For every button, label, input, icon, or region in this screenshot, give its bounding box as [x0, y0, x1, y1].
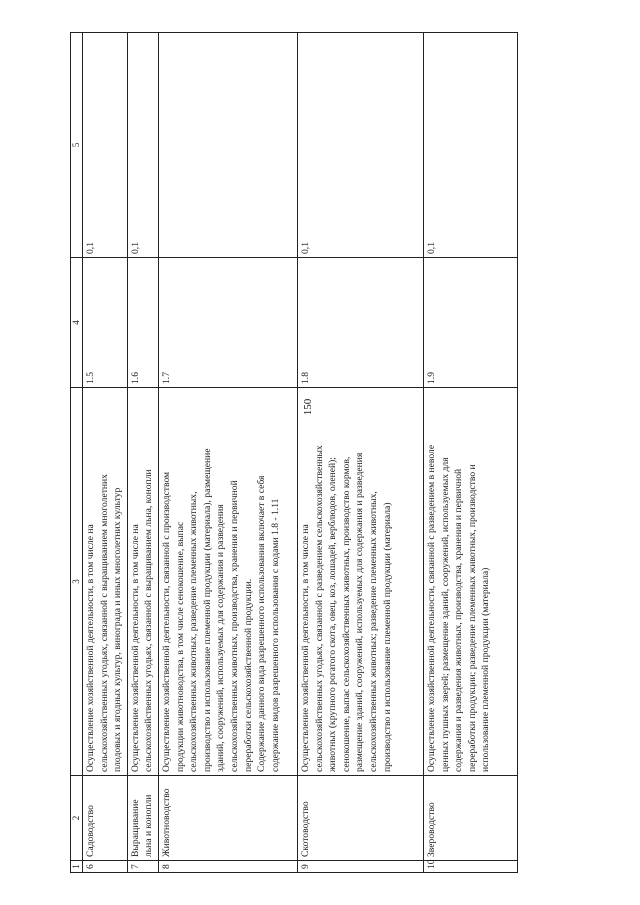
use-value: 0,1	[127, 33, 158, 258]
use-code: 1.7	[158, 258, 297, 388]
page-number: 150	[302, 398, 314, 416]
description-line: использование племенной продукции (материала)	[480, 567, 492, 772]
use-value: 0,1	[297, 33, 423, 258]
table-row	[423, 33, 517, 873]
description-line: содержание видов разрешенного использования с кодами 1.8 - 1.11	[269, 498, 281, 772]
description-line: сельскохозяйственных угодьях, связанной с выращиванием многолетних	[98, 474, 110, 772]
description-line: Осуществление хозяйственной деятельности, связанной с производством	[160, 471, 172, 772]
description-line: производство и использование племенной продукции (материала)	[381, 502, 393, 772]
description-line: Осуществление хозяйственной деятельности, связанной с разведением в неволе	[425, 444, 437, 772]
description-line: Осуществление хозяйственной деятельности, в том числе на	[299, 524, 311, 772]
use-description	[297, 388, 423, 776]
use-description	[127, 388, 158, 776]
description-line: Осуществление хозяйственной деятельности, в том числе на	[129, 524, 141, 772]
use-code: 1.6	[127, 258, 158, 388]
description-line: сельскохозяйственных угодьях, связанной с выращиванием льна, конопли	[143, 469, 155, 772]
description-line: сельскохозяйственных угодьях, связанной с разведением сельскохозяйственных	[313, 445, 325, 772]
header-cell: 1	[71, 861, 83, 873]
description-line: ценных пушных зверей; размещение зданий, сооружений, используемых для	[439, 457, 451, 772]
table-row	[83, 33, 128, 873]
description-line: зданий, сооружений, используемых для содержания и разведения	[215, 504, 227, 772]
row-number: 9	[297, 861, 423, 873]
description-line: сельскохозяйственных животных; разведение племенных животных,	[367, 491, 379, 772]
description-line: плодовых и ягодных культур, винограда и иных многолетних культур	[112, 487, 124, 772]
description-line: переработки продукции; разведение племенных животных, производство и	[466, 464, 478, 772]
use-description	[83, 388, 128, 776]
table-row	[297, 33, 423, 873]
description-line: Содержание данного вида разрешенного использования включает в себя	[256, 475, 268, 772]
description-line: сельскохозяйственных животных, разведение племенных животных,	[188, 491, 200, 772]
table-row	[127, 33, 158, 873]
use-name: Скотоводство	[297, 776, 423, 861]
use-name: Животноводство	[158, 776, 297, 861]
description-line: животных (крупного рогатого скота, овец, коз, лошадей, верблюдов, оленей);	[327, 457, 339, 772]
use-value: 0,1	[83, 33, 128, 258]
table-header-row	[71, 33, 83, 873]
use-code: 1.5	[83, 258, 128, 388]
description-line: содержания и разведения животных, производства, хранения и первичной	[453, 468, 465, 772]
use-description	[423, 388, 517, 776]
description-line: продукции животноводства, в том числе сенокошение, выпас	[174, 521, 186, 772]
description-line: размещение зданий, сооружений, используемых для содержания и разведения	[354, 452, 366, 772]
description-line: сенокошение, выпас сельскохозяйственных животных, производство кормов,	[340, 456, 352, 772]
land-use-table	[70, 32, 518, 873]
row-number: 7	[127, 861, 158, 873]
use-name: Выращивание льна и конопли	[127, 776, 158, 861]
table-row	[158, 33, 297, 873]
use-name: Звероводство	[423, 776, 517, 861]
use-code: 1.9	[423, 258, 517, 388]
header-cell: 5	[71, 33, 83, 258]
row-number: 8	[158, 861, 297, 873]
use-description	[158, 388, 297, 776]
row-number: 10	[423, 861, 517, 873]
header-cell: 4	[71, 258, 83, 388]
land-use-table-sheet	[70, 33, 630, 873]
use-name: Садоводство	[83, 776, 128, 861]
use-code: 1.8	[297, 258, 423, 388]
header-cell: 3	[71, 388, 83, 776]
description-line: производство и использование племенной продукции (материала), размещение	[201, 448, 213, 772]
row-number: 6	[83, 861, 128, 873]
description-line: Осуществление хозяйственной деятельности, в том числе на	[85, 524, 96, 772]
use-value: 0,1	[423, 33, 517, 258]
header-cell: 2	[71, 776, 83, 861]
description-line: сельскохозяйственных животных, производства, хранения и первичной	[228, 480, 240, 772]
description-line: переработки сельскохозяйственной продукции.	[242, 578, 254, 772]
use-value	[158, 33, 297, 258]
